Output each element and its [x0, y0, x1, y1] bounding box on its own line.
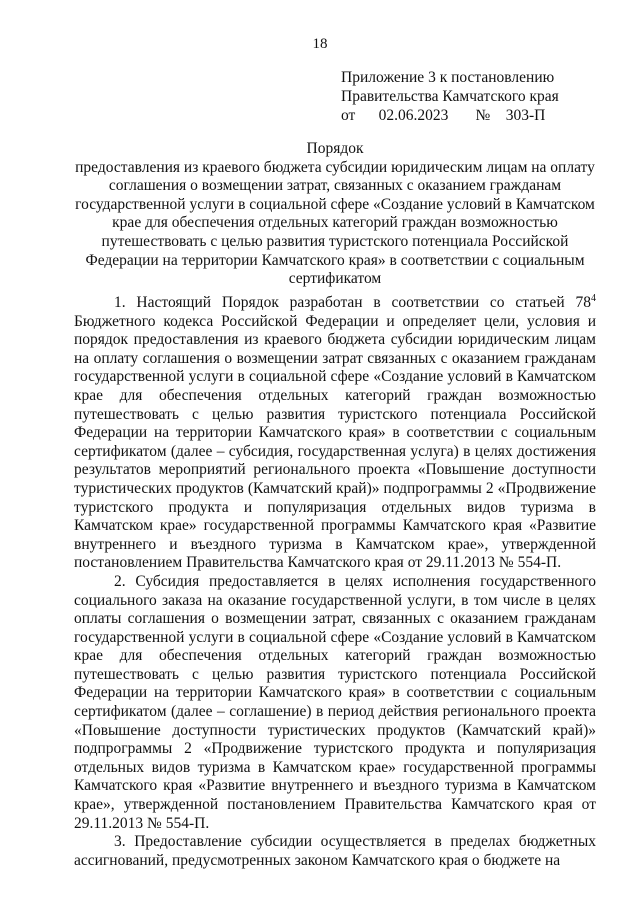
appendix-ot: от [341, 107, 356, 124]
paragraph-3: 3. Предоставление субсидии осуществляется в пределах бюджетных ассигнований, предусмотренных законом Камчатского края о бюджете на [74, 833, 596, 869]
title-heading: Порядок [306, 140, 364, 157]
appendix-number: 303-П [505, 107, 546, 124]
article-superscript: 4 [591, 292, 596, 304]
document-title [74, 140, 596, 289]
appendix-number-sign: № [475, 107, 491, 124]
appendix-line-1: Приложение 3 к постановлению [341, 69, 555, 86]
appendix-line-2: Правительства Камчатского края [341, 88, 559, 105]
document-body [74, 294, 596, 870]
page-number: 18 [312, 36, 328, 52]
paragraph-2: 2. Субсидия предоставляется в целях исполнения государственного социального заказа на оказание государственной услуги, в том числе в целях оплаты соглашения о возмещении затрат, связанных с оказанием гражданам государственной услуги в социальной сфере «Создание условий в Камчатском крае для обеспечения отдельных категорий граждан возможностью путешествовать с целью развития туристского потенциала Российской Федерации на территории Камчатского края» в соответствии с социальным сертификатом (далее – соглашение) в период действия регионального проекта «Повышение доступности туристических продуктов (Камчатский край)» подпрограммы 2 «Продвижение туристского продукта и популяризация отдельных видов туризма в Камчатском крае» государственной программы Камчатского края «Развитие внутреннего и въездного туризма в Камчатском крае», утвержденной постановлением Правительства Камчатского края от 29.11.2013 № 554-П. [74, 572, 596, 832]
paragraph-1-rest: Бюджетного кодекса Российской Федерации и определяет цели, условия и порядок предоставления из краевого бюджета субсидии юридическим лицам на оплату соглашения о возмещении затрат связанных с оказанием гражданам государственной услуги в социальной сфере «Создание условий в Камчатском крае для обеспечения отдельных категорий граждан возможностью путешествовать с целью развития туристского потенциала Российской Федерации на территории Камчатского края» в соответствии с социальным сертификатом (далее – субсидия, государственная услуга) в целях достижения результатов мероприятий регионального проекта «Повышение доступности туристических продуктов (Камчатский край)» подпрограммы 2 «Продвижение туристского продукта и популяризация отдельных видов туризма в Камчатском крае» государственной программы Камчатского края «Развитие внутреннего и въездного туризма в Камчатском крае», утвержденной постановлением Правительства Камчатского края от 29.11.2013 № 554-П. [74, 312, 596, 572]
appendix-date: 02.06.2023 [378, 107, 449, 124]
title-subtitle: предоставления из краевого бюджета субсидии юридическим лицам на оплату соглашения о возмещении затрат, связанных с оказанием гражданам государственной услуги в социальной сфере «Создание условий в Камчатском крае для обеспечения отдельных категорий граждан возможностью путешествовать с целью развития туристского потенциала Российской Федерации на территории Камчатского края» в соответствии с социальным сертификатом [75, 158, 595, 288]
paragraph-1-start: 1. Настоящий Порядок разработан в соответствии со статьей 78 [114, 294, 591, 311]
appendix-header [341, 68, 559, 125]
paragraph-1 [74, 294, 596, 573]
appendix-line-3 [341, 106, 559, 125]
